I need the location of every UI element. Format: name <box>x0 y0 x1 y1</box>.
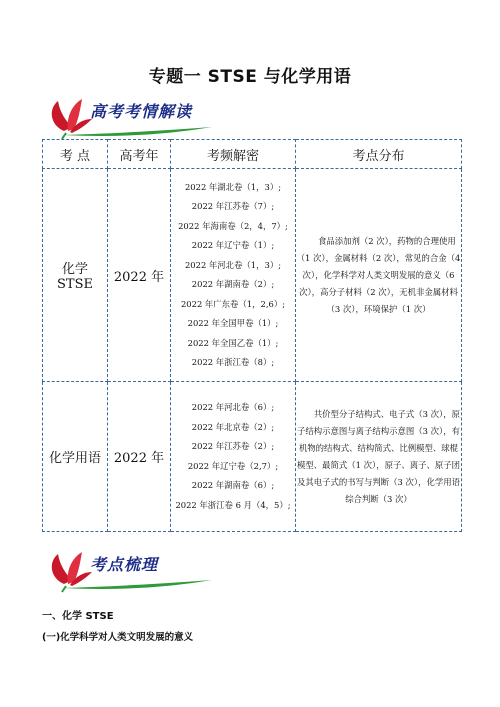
exam-item: 2022 年辽宁卷（1）; <box>191 240 275 250</box>
banner-title: 高考考情解读 <box>90 102 193 121</box>
distribution-text: 共价型分子结构式、电子式（3 次），原子结构示意图与离子结构示意图（3 次），有机物的结构式、结构简式、比例模型、球棍模型、最简式（1 次），原子、离子、原子团及其电子式的书写与判断（3 次），化学用语综合判断（3 次） <box>297 408 460 504</box>
section-banner-exam-analysis <box>42 95 242 141</box>
year-cell: 2022 年 <box>108 382 171 532</box>
exam-list-cell <box>171 382 296 532</box>
exam-item: 2022 年湖北卷（1，3）; <box>184 181 282 192</box>
banner-title: 考点梳理 <box>90 555 159 574</box>
page-title: 专题一 STSE 与化学用语 <box>148 67 352 87</box>
table-row <box>43 382 462 532</box>
exam-item: 2022 年浙江卷（8）; <box>191 357 275 367</box>
section-banner-key-points <box>42 548 242 594</box>
exam-item: 2022 年湖南卷（2）; <box>191 279 275 289</box>
distribution-cell <box>296 382 462 532</box>
header-frequency: 考频解密 <box>171 140 296 169</box>
exam-item: 2022 年浙江卷 6 月（4，5）; <box>175 499 291 510</box>
exam-item: 2022 年辽宁卷（2,7）; <box>187 460 279 471</box>
exam-item: 2022 年河北卷（1，3）; <box>184 259 282 270</box>
exam-item: 2022 年海南卷（2，4，7）; <box>178 220 288 231</box>
header-year: 高考年 <box>108 140 171 169</box>
section-heading: 一、化学 STSE <box>42 611 114 622</box>
distribution-text: 食品添加剂（2 次），药物的合理使用（1 次），金属材料（2 次），常见的合金（4 次），化学科学对人类文明发展的意义（6 次），高分子材料（2 次），无机非金属材料（3 次），环境保护（1 次） <box>296 235 461 314</box>
exam-item: 2022 年全国甲卷（1）; <box>187 318 279 328</box>
exam-item: 2022 年江苏卷（2）; <box>191 441 275 451</box>
exam-item: 2022 年河北卷（6）; <box>191 402 275 412</box>
topic-cell: 化学用语 <box>43 382 108 532</box>
exam-item: 2022 年江苏卷（7）; <box>191 201 275 211</box>
exam-item: 2022 年广东卷（1，2,6）; <box>180 298 286 309</box>
header-topic: 考 点 <box>43 140 108 169</box>
year-cell: 2022 年 <box>108 169 171 382</box>
exam-analysis-table <box>42 139 462 532</box>
distribution-cell <box>296 169 462 382</box>
exam-list-cell <box>171 169 296 382</box>
exam-item: 2022 年全国乙卷（1）; <box>187 337 279 348</box>
table-row <box>43 169 462 382</box>
header-distribution: 考点分布 <box>296 140 462 169</box>
exam-item: 2022 年北京卷（2）; <box>191 421 275 432</box>
topic-cell: 化学 STSE <box>43 169 108 382</box>
table-header-row <box>43 140 462 169</box>
subsection-heading: (一)化学科学对人类文明发展的意义 <box>42 632 194 643</box>
exam-item: 2022 年湖南卷（6）; <box>191 480 275 490</box>
